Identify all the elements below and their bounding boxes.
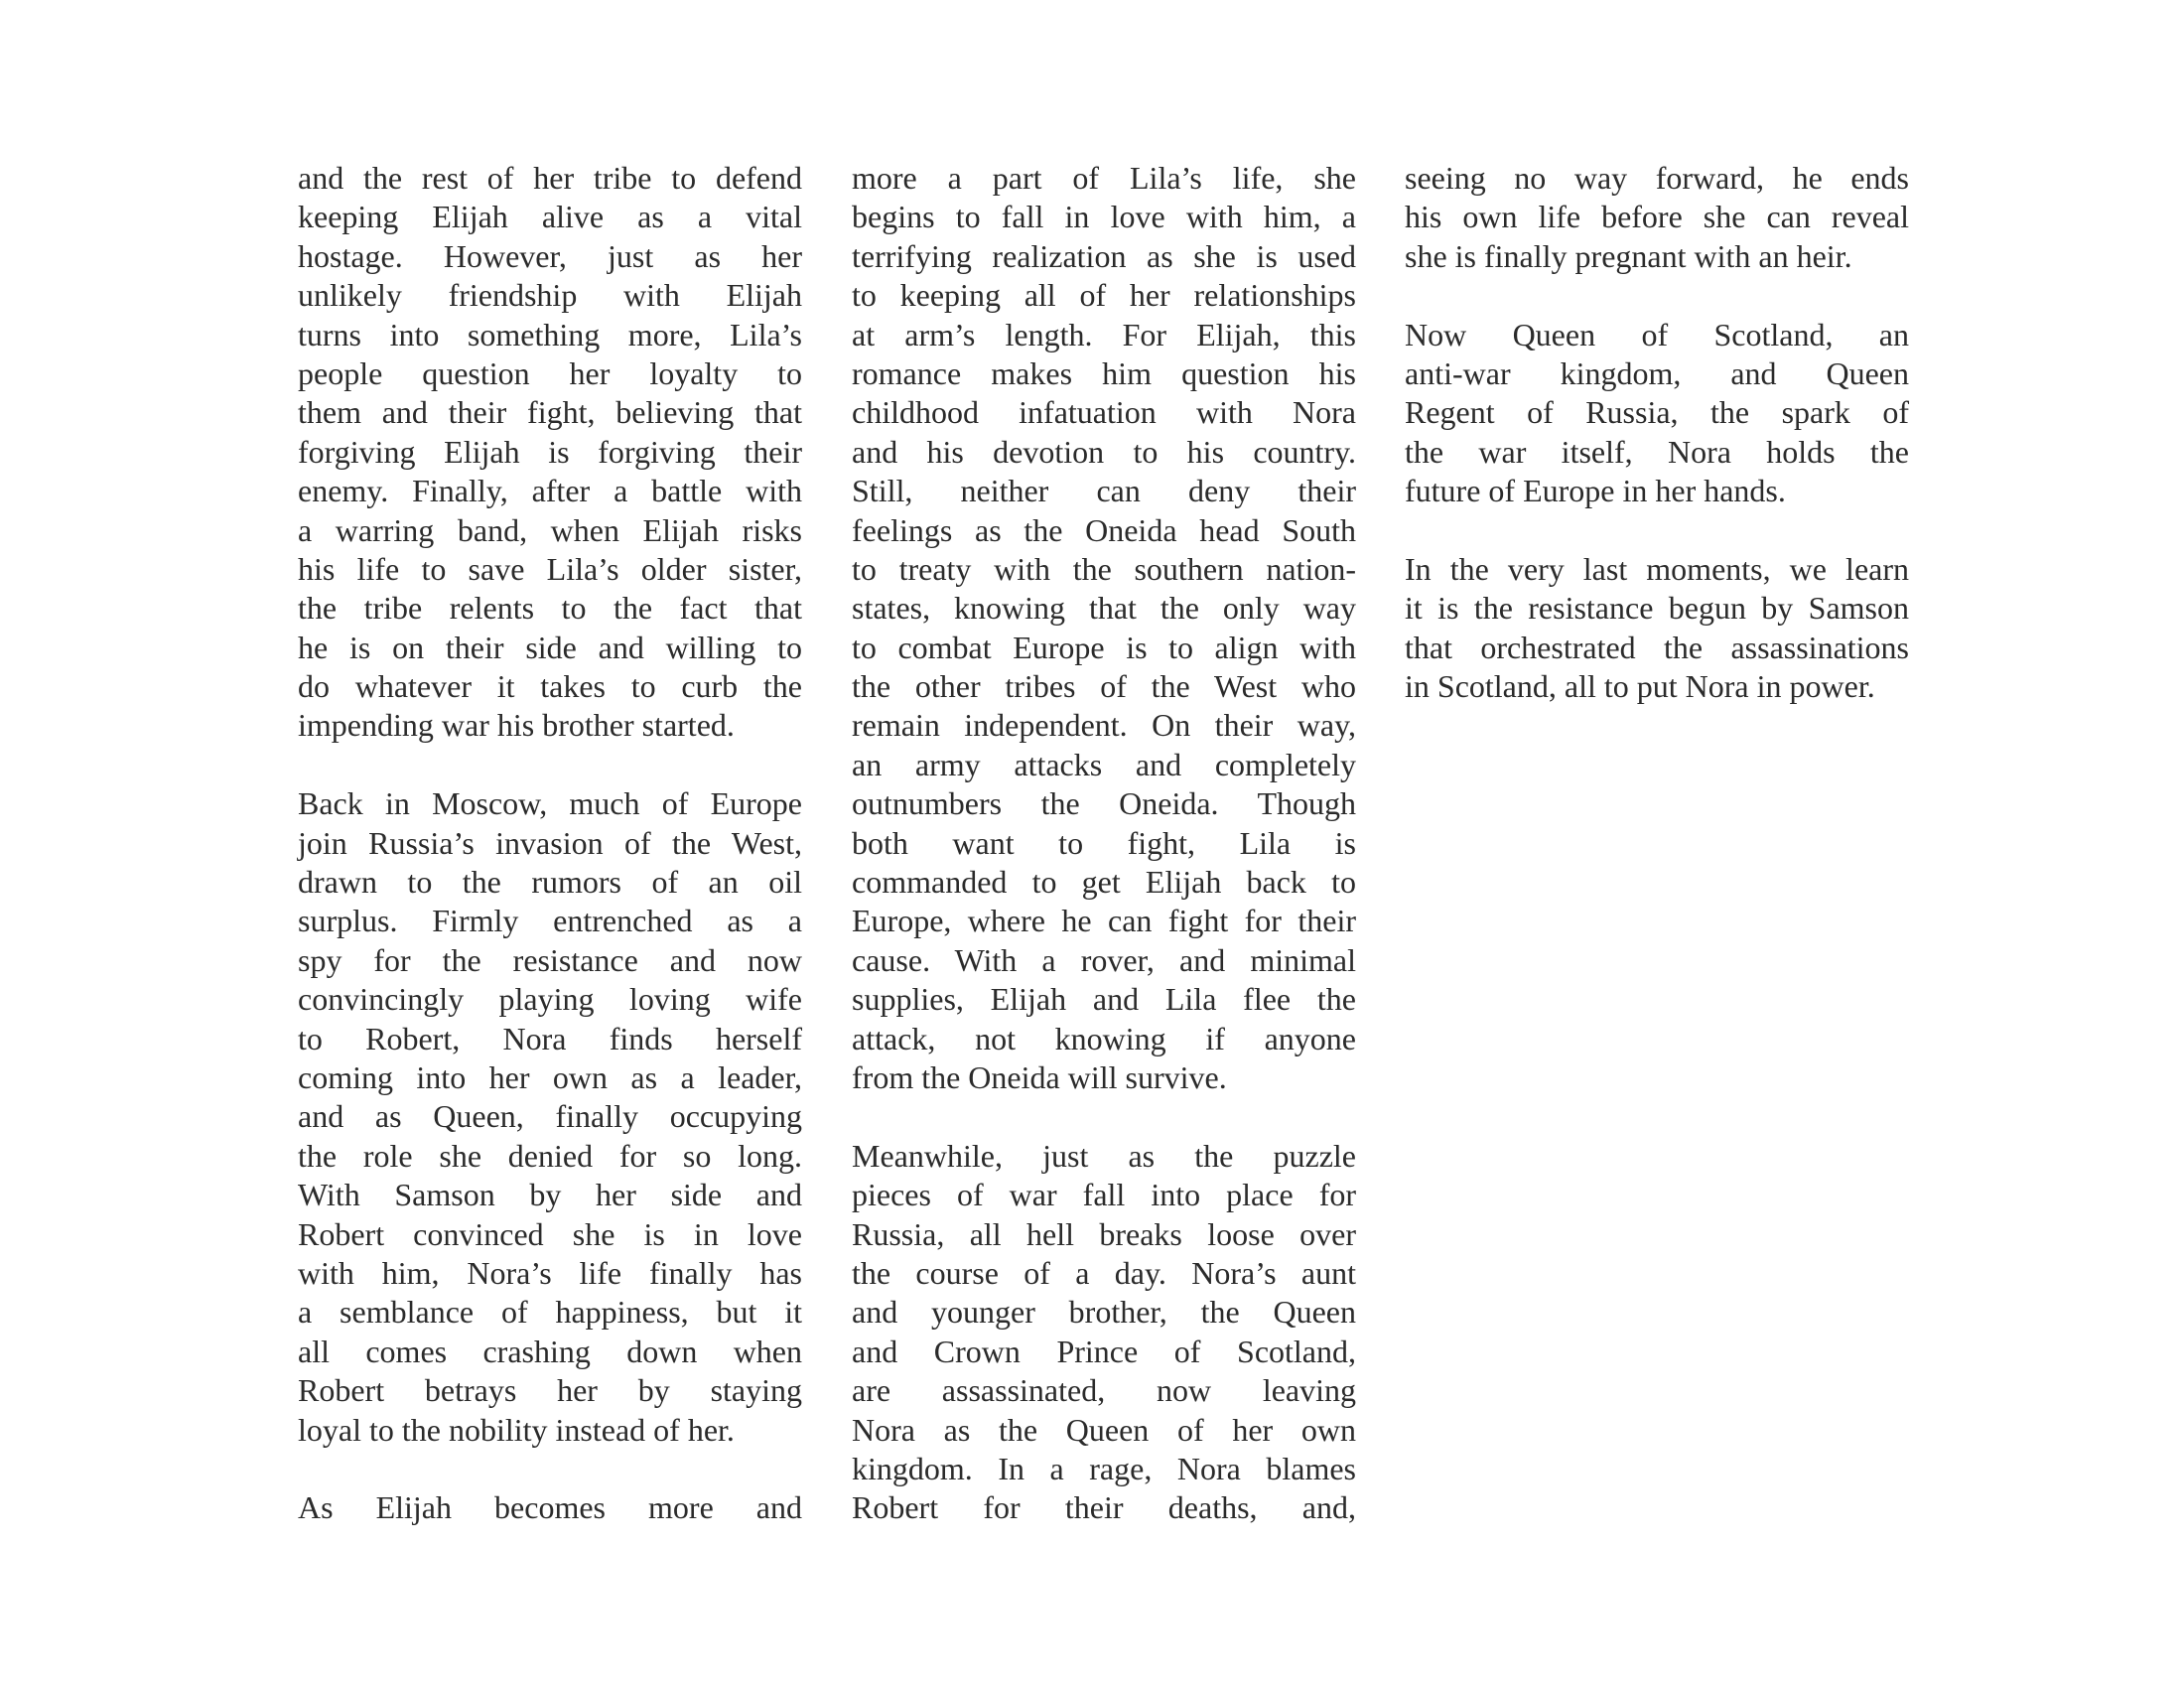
text-line: a warring band, when Elijah risks	[298, 511, 802, 548]
text-column-3	[1405, 159, 1909, 706]
text-line: in Scotland, all to put Nora in power.	[1405, 668, 1875, 705]
text-line: attack, not knowing if anyone	[852, 1020, 1356, 1056]
paragraph	[1405, 159, 1909, 276]
text-line: supplies, Elijah and Lila flee the	[852, 981, 1356, 1018]
paragraph-gap	[1405, 276, 1909, 315]
text-line: turns into something more, Lila’s	[298, 316, 802, 352]
text-line: loyal to the nobility instead of her.	[298, 1411, 735, 1448]
text-line: to treaty with the southern nation-	[852, 550, 1356, 587]
text-line: cause. With a rover, and minimal	[852, 941, 1356, 978]
text-line: are assassinated, now leaving	[852, 1372, 1356, 1409]
text-line: to combat Europe is to align with	[852, 629, 1356, 665]
text-line: forgiving Elijah is forgiving their	[298, 433, 802, 470]
text-line: the role she denied for so long.	[298, 1137, 802, 1174]
text-line: and as Queen, finally occupying	[298, 1098, 802, 1135]
text-line: outnumbers the Oneida. Though	[852, 785, 1356, 822]
text-line: kingdom. In a rage, Nora blames	[852, 1450, 1356, 1486]
text-line: a semblance of happiness, but it	[298, 1294, 802, 1331]
text-line: As Elijah becomes more and	[298, 1489, 802, 1526]
text-line: In the very last moments, we learn	[1405, 550, 1909, 587]
text-line: his life to save Lila’s older sister,	[298, 550, 802, 587]
text-line: at arm’s length. For Elijah, this	[852, 316, 1356, 352]
text-line: hostage. However, just as her	[298, 237, 802, 274]
text-line: Robert convinced she is in love	[298, 1215, 802, 1252]
text-line: drawn to the rumors of an oil	[298, 864, 802, 901]
text-line: anti-war kingdom, and Queen	[1405, 354, 1909, 391]
text-line: to Robert, Nora finds herself	[298, 1020, 802, 1056]
text-line: an army attacks and completely	[852, 746, 1356, 782]
text-line: Now Queen of Scotland, an	[1405, 316, 1909, 352]
text-line: people question her loyalty to	[298, 354, 802, 391]
text-line: do whatever it takes to curb the	[298, 668, 802, 705]
text-line: Russia, all hell breaks loose over	[852, 1215, 1356, 1252]
text-line: to keeping all of her relationships	[852, 277, 1356, 314]
text-line: both want to fight, Lila is	[852, 824, 1356, 861]
text-line: more a part of Lila’s life, she	[852, 160, 1356, 196]
text-line: Europe, where he can fight for their	[852, 903, 1356, 939]
text-line: she is finally pregnant with an heir.	[1405, 237, 1852, 274]
text-line: and the rest of her tribe to defend	[298, 160, 802, 196]
paragraph	[852, 1137, 1356, 1528]
text-column-1	[298, 159, 802, 1528]
text-line: the tribe relents to the fact that	[298, 590, 802, 627]
text-line: Back in Moscow, much of Europe	[298, 785, 802, 822]
text-column-2	[852, 159, 1356, 1528]
text-line: Meanwhile, just as the puzzle	[852, 1137, 1356, 1174]
paragraph	[298, 784, 802, 1450]
text-line: spy for the resistance and now	[298, 941, 802, 978]
text-line: commanded to get Elijah back to	[852, 864, 1356, 901]
paragraph-gap	[298, 746, 802, 784]
text-line: with him, Nora’s life finally has	[298, 1254, 802, 1291]
text-line: feelings as the Oneida head South	[852, 511, 1356, 548]
text-line: that orchestrated the assassinations	[1405, 629, 1909, 665]
text-line: begins to fall in love with him, a	[852, 199, 1356, 235]
text-line: With Samson by her side and	[298, 1177, 802, 1213]
paragraph-gap	[298, 1450, 802, 1488]
text-line: states, knowing that the only way	[852, 590, 1356, 627]
text-line: terrifying realization as she is used	[852, 237, 1356, 274]
text-line: coming into her own as a leader,	[298, 1058, 802, 1095]
text-line: it is the resistance begun by Samson	[1405, 590, 1909, 627]
text-line: remain independent. On their way,	[852, 707, 1356, 744]
text-line: convincingly playing loving wife	[298, 981, 802, 1018]
text-line: the war itself, Nora holds the	[1405, 433, 1909, 470]
text-line: Regent of Russia, the spark of	[1405, 394, 1909, 431]
text-line: enemy. Finally, after a battle with	[298, 473, 802, 509]
text-line: romance makes him question his	[852, 354, 1356, 391]
text-line: pieces of war fall into place for	[852, 1177, 1356, 1213]
text-line: Robert betrays her by staying	[298, 1372, 802, 1409]
text-line: and younger brother, the Queen	[852, 1294, 1356, 1331]
text-line: the course of a day. Nora’s aunt	[852, 1254, 1356, 1291]
text-line: all comes crashing down when	[298, 1333, 802, 1369]
text-line: he is on their side and willing to	[298, 629, 802, 665]
paragraph-gap	[852, 1097, 1356, 1136]
paragraph	[1405, 316, 1909, 511]
text-line: Robert for their deaths, and,	[852, 1489, 1356, 1526]
text-line: and Crown Prince of Scotland,	[852, 1333, 1356, 1369]
text-line: unlikely friendship with Elijah	[298, 277, 802, 314]
paragraph	[1405, 550, 1909, 707]
text-line: future of Europe in her hands.	[1405, 473, 1786, 509]
text-line: join Russia’s invasion of the West,	[298, 824, 802, 861]
paragraph-gap	[1405, 511, 1909, 550]
text-line: childhood infatuation with Nora	[852, 394, 1356, 431]
text-line: them and their fight, believing that	[298, 394, 802, 431]
paragraph	[298, 159, 802, 746]
text-line: keeping Elijah alive as a vital	[298, 199, 802, 235]
text-line: surplus. Firmly entrenched as a	[298, 903, 802, 939]
text-line: impending war his brother started.	[298, 707, 735, 744]
text-line: Still, neither can deny their	[852, 473, 1356, 509]
text-line: his own life before she can reveal	[1405, 199, 1909, 235]
text-line: from the Oneida will survive.	[852, 1058, 1227, 1095]
text-line: seeing no way forward, he ends	[1405, 160, 1909, 196]
text-line: the other tribes of the West who	[852, 668, 1356, 705]
text-line: and his devotion to his country.	[852, 433, 1356, 470]
paragraph	[852, 159, 1356, 1097]
text-line: Nora as the Queen of her own	[852, 1411, 1356, 1448]
paragraph	[298, 1488, 802, 1527]
